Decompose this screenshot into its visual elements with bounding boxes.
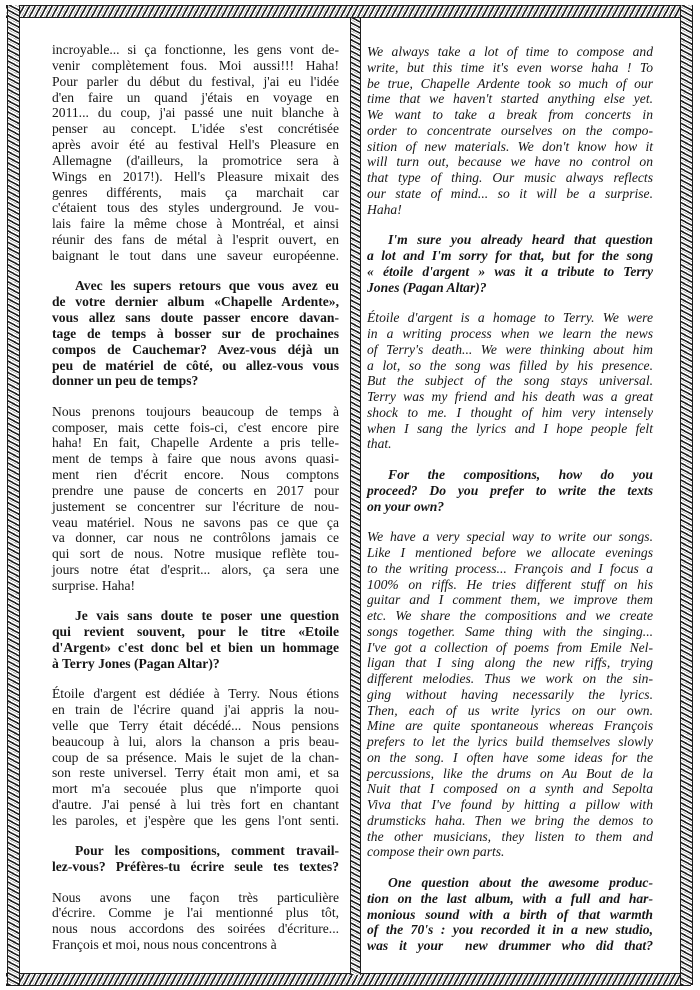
text-line — [367, 545, 653, 561]
text-line-content: compose their own parts. — [367, 844, 505, 860]
text-line — [52, 404, 339, 420]
text-line — [367, 44, 653, 60]
text-line-content: Étoile d'argent is a homage to Terry. We were — [367, 310, 653, 326]
text-line — [52, 373, 339, 389]
text-line — [52, 656, 339, 672]
text-line — [52, 765, 339, 781]
text-line-content: Jones (Pagan Altar)? — [367, 279, 487, 295]
text-line — [367, 421, 653, 437]
text-line-content: les paroles, et j'espère que les gens l'ont senti. — [52, 812, 339, 828]
text-line — [52, 185, 339, 201]
text-line — [52, 937, 339, 953]
text-line — [367, 640, 653, 656]
text-line-content: on the song. I often have some ideas for the — [367, 749, 653, 765]
text-line-content: sition of new materials. We don't know how it — [367, 138, 653, 154]
text-line — [52, 310, 339, 326]
text-line-content: Pour les compositions, comment travail- — [75, 843, 339, 859]
text-line — [367, 891, 653, 907]
text-line-content: was it your new drummer who did that? — [367, 938, 653, 953]
text-line-content: monious sound with a birth of that warmth — [367, 906, 653, 922]
text-line — [367, 436, 653, 452]
text-line-content: order to concentrate ourselves on the compo- — [367, 122, 653, 138]
text-line — [367, 734, 653, 750]
text-line-content: coup de sa présence. Mais le sujet de la chan- — [52, 749, 339, 765]
text-line — [367, 577, 653, 593]
text-line-content: d'Argent» c'est donc bel et bien un hommage — [52, 640, 339, 656]
text-line-content: We want to take a break from concerts in — [367, 107, 653, 122]
text-line-content: tage de temps à bosser sur de prochaines — [52, 325, 339, 341]
text-line-content: « étoile d'argent » was it a tribute to Terry — [367, 263, 653, 279]
text-line — [52, 137, 339, 153]
text-line-content: en train de l'écrire quand j'ai appris la nou- — [52, 702, 339, 718]
text-line — [52, 562, 339, 578]
text-line — [52, 702, 339, 718]
text-line-content: compos de Cauchemar? Avez-vous déjà un — [52, 341, 339, 357]
text-line — [367, 373, 653, 389]
text-line — [52, 624, 339, 640]
text-line-content: venir complètement fous. Moi aussi!!! Haha! — [52, 57, 339, 73]
text-line — [52, 451, 339, 467]
text-line — [367, 529, 653, 545]
text-line — [52, 200, 339, 216]
text-line — [52, 105, 339, 121]
text-line-content: Then, each of us write lyrics on our own. — [367, 702, 653, 718]
text-line — [52, 530, 339, 546]
text-line-content: tion on the last album, with a full and har- — [367, 890, 653, 906]
text-line-content: prefers to let the lyrics build themselves slowly — [367, 734, 653, 749]
text-line-content: qui sort de nous. Notre musique reflète tou- — [52, 546, 339, 562]
text-line — [367, 405, 653, 421]
text-line — [52, 781, 339, 797]
text-line — [367, 875, 653, 891]
text-line-content: that type of thing. Our music always reflects — [367, 170, 653, 185]
text-line-content: Je vais sans doute te poser une question — [75, 608, 339, 624]
text-line-content: peu de matériel de côté, ou allez-vous vous — [52, 357, 339, 373]
text-line — [52, 326, 339, 342]
text-line — [52, 859, 339, 875]
text-line-content: Avec les supers retours que vous avez eu — [75, 278, 339, 294]
text-line — [367, 671, 653, 687]
text-line — [52, 483, 339, 499]
text-line — [52, 216, 339, 232]
text-line-content: Allemagne (d'ailleurs, la promotrice sera à — [52, 152, 339, 168]
text-line — [52, 750, 339, 766]
text-line — [367, 703, 653, 719]
interview-answer — [52, 686, 339, 829]
interview-question — [52, 278, 339, 389]
text-line-content: vous allez sans doute passer encore davan- — [52, 310, 339, 325]
text-line-content: velle que Terry était décédé... Nous pensions — [52, 717, 339, 733]
text-line — [52, 686, 339, 702]
text-line-content: Like I mentioned before we allocate evenings — [367, 545, 653, 560]
english-interview-column — [367, 44, 653, 954]
text-line — [367, 232, 653, 248]
text-line-content: jours notre état d'esprit... alors, ça sera une — [52, 562, 339, 578]
text-line — [52, 435, 339, 451]
text-line-content: baignant le tout dans une saveur européenne. — [52, 247, 339, 263]
text-line-content: ment rien d'écrit encore. Nous comptons — [52, 467, 339, 483]
text-line — [52, 813, 339, 829]
text-line-content: drumsticks haha. Then we bring the demos to — [367, 812, 653, 828]
text-line — [367, 202, 653, 218]
text-line-content: surprise. Haha! — [52, 578, 136, 593]
text-line-content: be true, Chapelle Ardente took so much of our — [367, 75, 653, 91]
text-line-content: réunir des fans de métal à l'esprit ouvert, en — [52, 232, 339, 248]
text-line — [52, 718, 339, 734]
text-line — [367, 608, 653, 624]
text-line-content: percussions, like the drums on Au Bout de la — [367, 765, 653, 781]
text-line — [367, 139, 653, 155]
text-line — [367, 154, 653, 170]
text-line — [367, 561, 653, 577]
text-line-content: mort m'a secouée plus que n'importe quoi — [52, 781, 339, 797]
text-line — [52, 121, 339, 137]
text-line — [367, 389, 653, 405]
text-line — [367, 655, 653, 671]
text-line — [52, 342, 339, 358]
text-line — [367, 280, 653, 296]
interview-answer — [367, 310, 653, 452]
text-line-content: But the subject of the song stays universal. — [367, 373, 653, 389]
text-line-content: a lot, so the song was filled by his presence. — [367, 357, 653, 373]
text-line-content: For the compositions, how do you — [388, 467, 653, 482]
text-line — [52, 499, 339, 515]
text-line-content: guitar and I comment them, we improve them — [367, 592, 653, 608]
text-line-content: on your own? — [367, 498, 445, 514]
text-line-content: c'étaient tous des styles underground. Je vou- — [52, 200, 339, 216]
text-line-content: One question about the awesome produc- — [388, 875, 653, 890]
text-line — [367, 922, 653, 938]
text-line-content: different melodies. Thus we work on the sin- — [367, 671, 653, 686]
text-line — [367, 797, 653, 813]
text-line-content: to the writing process... François and I focus a — [367, 560, 653, 576]
text-line-content: d'écrire. Comme je l'ai mentionné plus tôt, — [52, 905, 339, 921]
text-line-content: Wings en 2017!). Hell's Pleasure mixait des — [52, 168, 339, 184]
text-line-content: d'autre. J'ai pensé à lui très fort en chantant — [52, 797, 339, 813]
text-line-content: proceed? Do you prefer to write the texts — [367, 482, 653, 498]
text-line — [367, 938, 653, 954]
text-line — [367, 170, 653, 186]
text-line — [52, 74, 339, 90]
text-line-content: We have a very special way to write our songs. — [367, 529, 653, 545]
text-line — [367, 107, 653, 123]
decorative-border-left — [7, 5, 20, 985]
text-line-content: Nuit that I composed on a synth and Sepolta — [367, 781, 653, 797]
text-line-content: 100% on riffs. He tries different stuff on his — [367, 576, 653, 592]
text-line-content: when I sang the lyrics and I hope people felt — [367, 420, 653, 436]
text-line-content: Étoile d'argent est dédiée à Terry. Nous étions — [52, 686, 339, 702]
text-line-content: etc. We share the compositions and we create — [367, 608, 653, 623]
text-line — [367, 326, 653, 342]
text-line-content: time that we haven't started anything else yet. — [367, 91, 653, 107]
text-line-content: Viva that I've found by hitting a pillow with — [367, 797, 653, 812]
text-line-content: our state of mind... so it will be a surprise. — [367, 185, 653, 201]
text-line — [52, 905, 339, 921]
column-divider — [350, 18, 361, 975]
text-line-content: Terry was my friend and his death was a great — [367, 389, 653, 404]
text-line-content: ment de temps à faire que nous avons quasi- — [52, 451, 339, 467]
text-line — [367, 813, 653, 829]
text-line — [367, 718, 653, 734]
text-line-content: François et moi, nous nous concentrons à — [52, 937, 277, 953]
text-line — [367, 91, 653, 107]
interview-answer — [52, 890, 339, 953]
interview-answer — [52, 404, 339, 594]
decorative-border-bottom — [6, 973, 691, 986]
text-line — [52, 578, 339, 594]
text-line — [52, 843, 339, 859]
text-line — [52, 42, 339, 58]
text-line — [367, 467, 653, 483]
text-line — [367, 60, 653, 76]
text-line-content: d'en faire un quand j'étais en voyage en — [52, 89, 339, 105]
text-line-content: à Terry Jones (Pagan Altar)? — [52, 655, 220, 671]
text-line — [367, 687, 653, 703]
interview-question — [367, 232, 653, 295]
text-line-content: of the 70's : you recorded it in a new studio, — [367, 922, 653, 938]
text-line — [367, 844, 653, 860]
text-line-content: penser au concept. L'idée s'est concrétisée — [52, 121, 339, 137]
text-line-content: a lot and I'm sorry for that, but for the song — [367, 248, 653, 263]
text-line-content: Haha! — [367, 201, 402, 217]
decorative-border-top — [6, 5, 691, 18]
text-line — [367, 76, 653, 92]
text-line-content: prendre une pause de concerts en 2017 pour — [52, 482, 339, 498]
text-line — [367, 624, 653, 640]
text-line-content: Nous avons une façon très particulière — [52, 889, 339, 905]
text-line — [367, 781, 653, 797]
text-line-content: songs together. Same thing with the singing... — [367, 623, 653, 639]
text-line-content: beaucoup à lui, alors la chanson a pris beau- — [52, 733, 339, 749]
text-line — [367, 499, 653, 515]
text-line — [367, 766, 653, 782]
text-line-content: composer, mais cette fois-ci, c'est encore pire — [52, 419, 339, 435]
text-line — [52, 58, 339, 74]
text-line-content: of Terry's death... We were thinking about him — [367, 341, 653, 357]
text-line-content: donner un peu de temps? — [52, 373, 199, 389]
text-line — [52, 294, 339, 310]
text-line-content: the other musicians, they listen to them and — [367, 828, 653, 844]
text-line-content: in a writing process when we learn the news — [367, 326, 653, 341]
text-line-content: haha! En fait, Chapelle Ardente a pris telle- — [52, 435, 339, 451]
text-line-content: will turn out, because we have no control on — [367, 154, 653, 170]
text-line-content: qui revient souvent, pour le titre «Etoile — [52, 624, 339, 640]
text-line-content: lez-vous? Préfères-tu écrire seule tes textes? — [52, 859, 339, 875]
text-line-content: lais faire la même chose à Montréal, et ainsi — [52, 216, 339, 232]
text-line-content: I've got a collection of poems from Emile Nel- — [367, 639, 653, 655]
text-line — [367, 358, 653, 374]
text-line-content: that. — [367, 436, 392, 452]
text-line-content: après avoir été au festival Hell's Pleasure en — [52, 137, 339, 153]
text-line — [52, 640, 339, 656]
text-line-content: de votre dernier album «Chapelle Ardente», — [52, 294, 339, 310]
interview-answer — [52, 42, 339, 264]
text-line — [367, 186, 653, 202]
text-line-content: Pour parler du début du festival, j'ai eu l'idée — [52, 73, 339, 89]
text-line — [52, 248, 339, 264]
text-line-content: justement se concentrer sur l'écriture de nou- — [52, 498, 339, 514]
text-line — [52, 921, 339, 937]
text-line-content: write, but this time it's even worse haha ! To — [367, 59, 653, 75]
text-line-content: ligan that I sing along the new riffs, trying — [367, 655, 653, 671]
text-line — [52, 467, 339, 483]
text-line-content: 2011... du coup, j'ai passé une nuit blanche à — [52, 105, 339, 121]
text-line-content: nous nous accordons des soirées d'écriture... — [52, 921, 339, 937]
text-line — [52, 890, 339, 906]
text-line — [367, 907, 653, 923]
text-line — [52, 232, 339, 248]
text-line-content: veau matériel. Nous ne savons pas ce que ça — [52, 514, 339, 530]
text-line — [52, 734, 339, 750]
text-line — [367, 248, 653, 264]
interview-answer — [367, 529, 653, 860]
decorative-border-right — [680, 5, 693, 985]
text-line-content: genres différents, mais ça marchait car — [52, 184, 339, 200]
interview-question — [52, 843, 339, 875]
text-line — [52, 608, 339, 624]
text-line — [367, 592, 653, 608]
text-line — [52, 358, 339, 374]
text-line — [52, 153, 339, 169]
text-line-content: son reste universel. Terry était mon ami, et sa — [52, 765, 339, 781]
text-line-content: Mine are quite spontaneous whereas François — [367, 718, 653, 734]
text-line-content: I'm sure you already heard that question — [388, 232, 653, 248]
text-line-content: ging without having necessarily the lyrics. — [367, 686, 653, 702]
interview-question — [367, 875, 653, 954]
text-line — [367, 264, 653, 280]
interview-question — [52, 608, 339, 671]
text-line-content: va donner, car nous ne contrôlons jamais ce — [52, 530, 339, 546]
text-line-content: We always take a lot of time to compose and — [367, 44, 653, 59]
text-line — [367, 829, 653, 845]
text-line-content: shock to me. I thought of him very intensely — [367, 404, 653, 420]
text-line-content: Nous prenons toujours beaucoup de temps à — [52, 403, 339, 419]
text-line-content: incroyable... si ça fonctionne, les gens vont de- — [52, 42, 339, 57]
interview-question — [367, 467, 653, 514]
text-line — [52, 420, 339, 436]
text-line — [52, 546, 339, 562]
text-line — [52, 797, 339, 813]
text-line — [367, 342, 653, 358]
text-line — [52, 169, 339, 185]
text-line — [52, 278, 339, 294]
text-line — [52, 515, 339, 531]
text-line — [52, 90, 339, 106]
text-line — [367, 483, 653, 499]
french-interview-column — [52, 42, 339, 953]
text-line — [367, 750, 653, 766]
text-line — [367, 310, 653, 326]
text-line — [367, 123, 653, 139]
interview-answer — [367, 44, 653, 217]
